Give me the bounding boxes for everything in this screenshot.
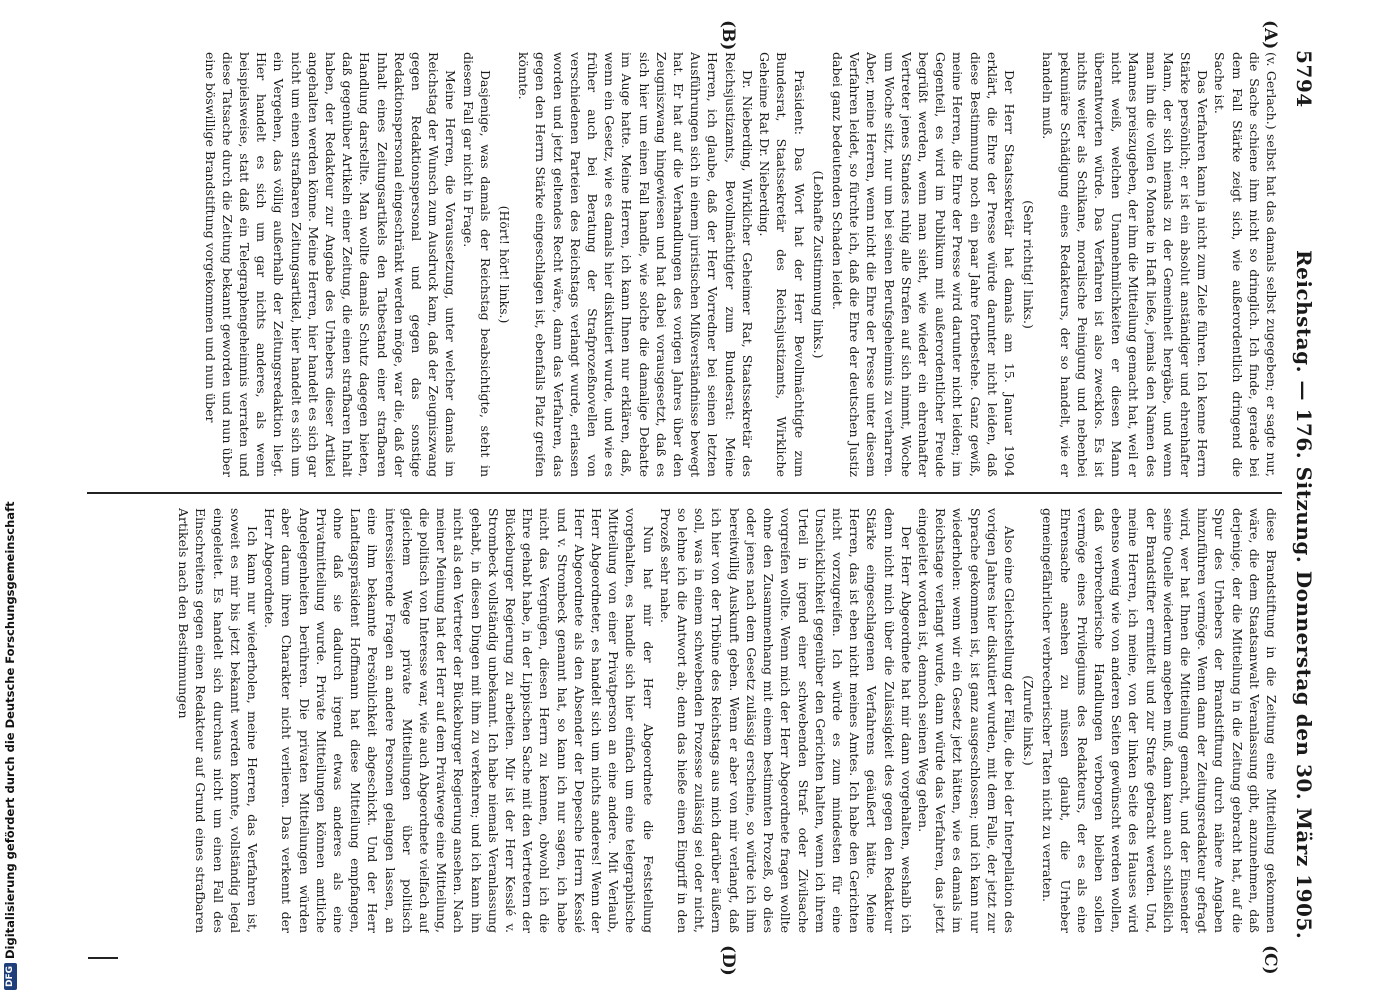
paragraph: Nun hat mir der Herr Abgeordnete die Feststellung vorgehalten, es handle sich hier einfach um eine telegraphische Mitteilung von einer Privatperson an eine andere. Mit Verlaub, Herr Abgeordneter, es handelt sich um nichts anderes! Wenn der Herr Abgeordnete als den Absender der Depesche Herrn Kesslé und v. Strombeck genannt hat, so kann ich nur sagen, ich habe nicht das Vergnügen, diesen Herrn zu kennen, obwohl ich die Ehre gehabt habe, in der Lippischen Sache mit den Vertretern der Bückeburger Regierung zu arbeiten. Mir ist der Herr Kesslé v. Strombeck vollständig unbekannt. Ich habe niemals Veranlassung gehabt, in diesen Dingen mit ihm zu verkehren; und ich kann ihn nicht als den Vertreter der Bückeburger Regierung ansehen. Nach meiner Meinung hat der Herr auf dem Privatwege eine Mitteilung, die politisch von Interesse war, wie auch Abgeordnete vielfach auf gleichem Wege private Mitteilungen über politisch interessierende Fragen an andere Personen gelangen lassen, an eine ihm bekannte Persönlichkeit abgeschickt. Und der Herr Landtagspräsident Hoffmann hat diese Mitteilung empfangen, ohne daß sie dadurch irgend etwas anderes als eine Privatmitteilung wurde. Private Mitteilungen können amtliche Angelegenheiten berühren. Die privaten Mitteilungen würden aber darum ihren Charakter nicht verlieren. Das verkennt der Herr Abgeordnete. <box>262 508 656 933</box>
paragraph: Dasjenige, was damals der Reichstag beabsichtigte, steht in diesem Fall gar nicht in Frage. <box>460 52 493 477</box>
margin-marker-c: (C) <box>1260 945 1280 975</box>
dfg-logo: DFG <box>4 963 17 990</box>
paragraph: Meine Herren, die Voraussetzung, unter welcher damals im Reichstag der Wunsch zum Ausdruck kam, daß der Zeugniszwang gegen Redaktionspersonal und gegen das sonstige Redaktionspersonal eingeschränkt werden möge, war die, daß der Inhalt eines Zeitungsartikels den Tatbestand einer strafbaren Handlung darstellte. Man wollte damals Schutz dagegen bieten, daß gegenüber Artikeln einer Zeitung, die einen strafbaren Inhalt haben, der Redakteur zur Angabe des Urhebers dieser Artikel angehalten werden könne. Meine Herren, hier handelt es sich gar nicht um einen strafbaren Zeitungsartikel, hier handelt es sich um ein Vergehen, das völlig außerhalb der Zeitungsredaktion liegt. Hier handelt es sich um gar nichts anderes, als wenn beispielsweise, statt daß ein Telegraphengeheimnis verraten und diese Tatsache durch die Zeitung bekannt geworden und nun über eine böswillige Brandstiftung vorgekommen und nun über <box>202 52 459 477</box>
left-text-column <box>90 52 1280 477</box>
rotated-page <box>80 20 1320 976</box>
margin-marker-a: (A) <box>1260 20 1280 50</box>
interjection: (Hört! hört! links.) <box>497 205 513 324</box>
paragraph: Ich kann nur wiederholen, meine Herren, das Verfahren ist, soweit es mir bis jetzt bekannt werden konnte, vollständig legal eingeleitet. Es handelt sich durchaus nicht um einen Fall des Einschreitens gegen einen Redakteur auf Grund eines strafbaren Artikels nach den Bestimmungen <box>176 508 261 933</box>
margin-marker-b: (B) <box>718 20 738 51</box>
page-number: 5794 <box>1292 50 1316 108</box>
page-header <box>1284 50 1320 950</box>
paragraph: Der Herr Abgeordnete hat mir dann vorgehalten, weshalb ich denn nicht mich über die Zulässigkeit des gegen den Redakteur Stärke eingeschlagenen Verfahrens geäußert hätte. Meine Herren, das ist eben nicht meines Amtes. Ich habe den Gerichten nicht vorzugreifen. Ich würde es zum mindesten für eine Unschicklichkeit gegenüber den Gerichten halten, wenn ich ihrem Urteil in irgend einer schwebenden Straf- oder Zivilsache vorgreifen wollte. Wenn mich der Herr Abgeordnete fragen wollte ohne den Zusammenhang mit einem bestimmten Prozeß, ob dies oder jenes nach dem Gesetz zulässig erscheine, so würde ich ihm bereitwillig Auskunft geben. Wenn er aber von mir verlangt, daß ich hier von der Tribüne des Reichstags aus mich darüber äußern soll, was in einem schwebenden Prozesse zulässig sei oder nicht, so lehne ich die Antwort ab; denn das hieße einen Eingriff in den Prozeß sehr nahe. <box>657 508 914 933</box>
paragraph: diese Brandstiftung in die Zeitung eine Mitteilung gekommen wäre, die dem Staatsanwalt Veranlassung gibt, anzunehmen, daß derjenige, der die Mitteilung in die Zeitung gebracht hat, auf die Spur des Urhebers der Brandstiftung durch nähere Angaben hinzuführen vermöge. Wenn dann der Zeitungsredakteur gefragt wird, wer hat Ihnen die Mitteilung gemacht, und der Einsender seine Quelle wiederum angeben muß, dann kann auch schließlich der Brandstifter ermittelt und zur Strafe gebracht werden. Und, meine Herren, ich meine, von der linken Seite des Hauses wird ebenso wenig wie von anderen Seiten gewünscht werden wollen, daß verbrecherische Handlungen verborgen bleiben sollen vermöge eines Privilegiums des Redakteurs, der es als eine Ehrensache ansehen zu müssen glaubt, die Urheber gemeingefährlicher verbrecherischer Taten nicht zu verraten. <box>1040 508 1279 933</box>
paragraph: Also eine Gleichstellung der Fälle, die bei der Interpellation des vorigen Jahres hier diskutiert wurden, mit dem Falle, der jetzt zur Sprache gekommen ist, ist ganz ausgeschlossen; und ich kann nur wiederholen: wenn wir ein Gesetz jetzt hätten, wie es damals im Reichstage verlangt wurde, dann würde das Verfahren, das jetzt eingeleitet worden ist, dennoch seinen Weg gehen. <box>915 508 1017 933</box>
margin-marker-d: (D) <box>718 945 738 976</box>
paragraph: Präsident: Das Wort hat der Herr Bevollmächtigte zum Bundesrat, Staatssekretär des Reichsjustizamts, Wirkliche Geheime Rat Dr. Nieberding. <box>757 52 807 477</box>
dfg-credit-strip <box>2 10 18 990</box>
paragraph: Der Herr Staatssekretär hat damals am 15. Januar 1904 erklärt, die Ehre der Presse würde darunter nicht leiden, daß diese Bestimmung noch ein paar Jahre fortbestehe. Ganz gewiß, meine Herren, die Ehre der Presse wird darunter nicht leiden; im Gegenteil, es wird im Publikum mit außerordentlicher Freude begrüßt werden, wenn man sieht, wie wieder ein ehrenhafter Vertreter jenes Standes ruhig alle Strafen auf sich nimmt, Woche um Woche sitzt, nur um bei seinen Berufsgeheimnis zu verharren. Aber, meine Herren, wenn nicht die Ehre der Presse unter diesem Verfahren leidet, so fürchte ich, daß die Ehre der deutschen Justiz dabei ganz bedeutenden Schaden leidet. <box>829 52 1017 477</box>
right-text-column <box>90 508 1280 933</box>
paragraph: Dr. Nieberding, Wirklicher Geheimer Rat, Staatssekretär des Reichsjustizamts, Bevollmächtigter zum Bundesrat: Meine Herren, ich glaube, daß der Herr Vorredner bei seinen letzten Ausführungen sich in einem juristischen Mißverständnisse bewegt hat. Er hat auf die Verhandlungen des vorigen Jahres über den Zeugniszwang hingewiesen und hat dabei vorausgesetzt, daß es sich hier um einen Fall handle, wie solche die damalige Debatte im Auge hatte. Meine Herren, ich kann Ihnen nur erklären, daß, wenn ein Gesetz, wie es damals hier diskutiert wurde, und wie es früher auch bei Beratung der Strafprozeßnovellen von verschiedenen Parteien des Reichstags verlangt wurde, erlassen worden und jetzt geltendes Recht wäre, dann das Verfahren, das gegen den Herrn Stärke eingeschlagen ist, ebenfalls Platz greifen könnte. <box>516 52 755 477</box>
interjection: (Sehr richtig! links.) <box>1021 200 1037 329</box>
column-divider <box>87 492 1282 494</box>
paragraph: Das Verfahren kann ja nicht zum Ziele führen. Ich kenne Herrn Stärke persönlich; er ist ein absolut anständiger und ehrenhafter Mann, der sich niemals zu der Gemeinheit hergäbe, und wenn man ihn die vollen 6 Monate in Haft ließe, jemals den Namen des Mannes preiszugeben, der ihm die Mitteilung gemacht hat, weil er nicht weiß, welchen Unannehmlichkeiten er diesen Mann überantworten würde. Das Verfahren ist also zwecklos. Es ist nichts weiter als Schikane, moralische Peinigung und nebenbei pekuniäre Schädigung eines Redakteurs, der so handelt, wie er handeln muß. <box>1040 52 1211 477</box>
dfg-credit-text: Digitalisierung gefördert durch die Deutsche Forschungsgemeinschaft <box>3 501 17 959</box>
interjection: (Zurufe links.) <box>1021 675 1037 766</box>
running-title: Reichstag. — 176. Sitzung. Donnerstag den 30. März 1905. <box>1292 250 1316 940</box>
paragraph: (v. Gerlach.) selbst hat das damals selbst zugegeben; er sagte nur, die Sache schiene ihm nicht so dringlich. Ich finde, gerade bei dem Fall Stärke zeigt sich, wie außerordentlich dringend die Sache ist. <box>1212 52 1279 477</box>
pen-stroke-mark <box>88 957 118 959</box>
interjection: (Lebhafte Zustimmung links.) <box>810 170 826 359</box>
